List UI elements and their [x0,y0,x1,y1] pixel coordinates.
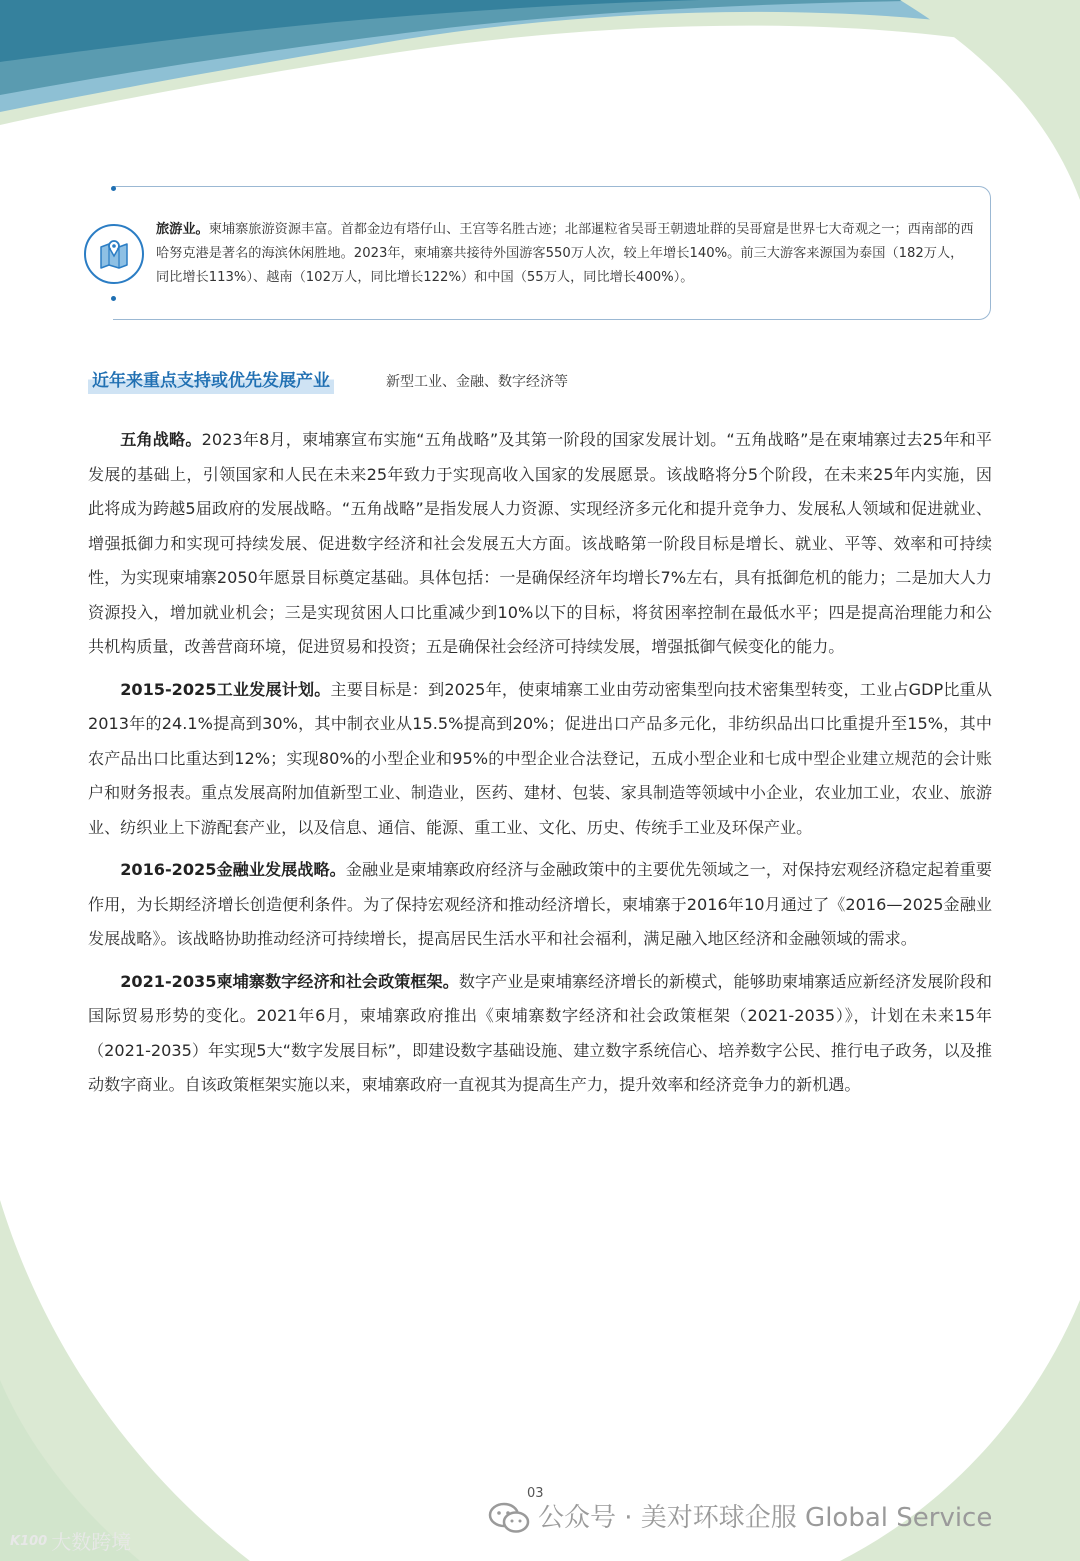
paragraph-title: 2021-2035柬埔寨数字经济和社会政策框架。 [120,971,459,991]
paragraph-title: 2016-2025金融业发展战略。 [120,860,346,879]
paragraph-finance-strategy [88,853,992,957]
map-location-icon [84,224,144,284]
paragraph-industrial-plan [88,673,992,846]
section-title: 近年来重点支持或优先发展产业 [88,368,334,394]
page-number: 03 [527,1486,544,1501]
tourism-text [156,218,976,290]
tourism-body: 柬埔寨旅游资源丰富。首都金边有塔仔山、王宫等名胜古迹；北部暹粒省吴哥王朝遗址群的吴哥窟是世界七大奇观之一；西南部的西哈努克港是著名的海滨休闲胜地。2023年，柬埔寨共接待外国游客550万人次，较上年增长140%。前三大游客来源国为泰国（182万人，同比增长113%）、越南（102万人，同比增长122%）和中国（55万人，同比增长400%）。 [156,222,974,285]
box-dot-top [111,186,116,191]
tourism-title: 旅游业。 [156,222,209,237]
paragraph-body: 金融业是柬埔寨政府经济与金融政策中的主要优先领域之一，对保持宏观经济稳定起着重要作用，为长期经济增长创造便利条件。为了保持宏观经济和推动经济增长，柬埔寨于2016年10月通过了《2016—2025金融业发展战略》。该战略协助推动经济可持续增长，提高居民生活水平和社会福利，满足融入地区经济和金融领域的需求。 [88,860,993,948]
watermark-text: 公众号 · 美对环球企服 Global Service [538,1503,993,1533]
brand-logo: K100 [10,1534,48,1549]
wechat-icon [488,1501,530,1535]
paragraph-body: 主要目标是：到2025年，使柬埔寨工业由劳动密集型向技术密集型转变，工业占GDP比重从2013年的24.1%提高到30%，其中制衣业从15.5%提高到20%；促进出口产品多元化，非纺织品出口比重提升至15%，其中农产品出口比重达到12%；实现80%的小型企业和95%的中型企业合法登记，五成小型企业和七成中型企业建立规范的会计账户和财务报表。重点发展高附加值新型工业、制造业，医药、建材、包装、家具制造等领域中小企业，农业加工业，农业、旅游业、纺织业上下游配套产业，以及信息、通信、能源、重工业、文化、历史、传统手工业及环保产业。 [88,679,992,837]
paragraph-five-angle-strategy [88,423,992,665]
paragraph-body: 2023年8月，柬埔寨宣布实施“五角战略”及其第一阶段的国家发展计划。“五角战略”是在柬埔寨过去25年和平发展的基础上，引领国家和人民在未来25年致力于实现高收入国家的发展愿景。该战略将分5个阶段，在未来25年内实施，因此将成为跨越5届政府的发展战略。“五角战略”是指发展人力资源、实现经济多元化和提升竞争力、发展私人领域和促进就业、增强抵御力和实现可持续发展、促进数字经济和社会发展五大方面。该战略第一阶段目标是增长、就业、平等、效率和可持续性，为实现柬埔寨2050年愿景目标奠定基础。具体包括：一是确保经济年均增长7%左右，具有抵御危机的能力；二是加大人力资源投入，增加就业机会；三是实现贫困人口比重减少到10%以下的目标，将贫困率控制在最低水平；四是提高治理能力和公共机构质量，改善营商环境，促进贸易和投资；五是确保社会经济可持续发展，增强抵御气候变化的能力。 [88,430,992,656]
watermark-wechat [488,1500,992,1536]
paragraph-digital-economy [88,965,992,1103]
paragraph-title: 2015-2025工业发展计划。 [120,679,331,699]
paragraph-body: 数字产业是柬埔寨经济增长的新模式，能够助柬埔寨适应新经济发展阶段和国际贸易形势的变化。2021年6月，柬埔寨政府推出《柬埔寨数字经济和社会政策框架（2021-2035）》，计划在未来15年（2021-2035）年实现5大“数字发展目标”，即建设数字基础设施、建立数字系统信心、培养数字公民、推行电子政务，以及推动数字商业。自该政策框架实施以来，柬埔寨政府一直视其为提高生产力，提升效率和经济竞争力的新机遇。 [88,971,992,1094]
section-subtitle: 新型工业、金融、数字经济等 [386,374,568,390]
paragraph-title: 五角战略。 [120,430,202,449]
body-text [88,423,992,1111]
watermark-brand-text: 大数跨境 [51,1530,132,1554]
box-dot-bottom [111,296,116,301]
watermark-brand [10,1528,131,1556]
